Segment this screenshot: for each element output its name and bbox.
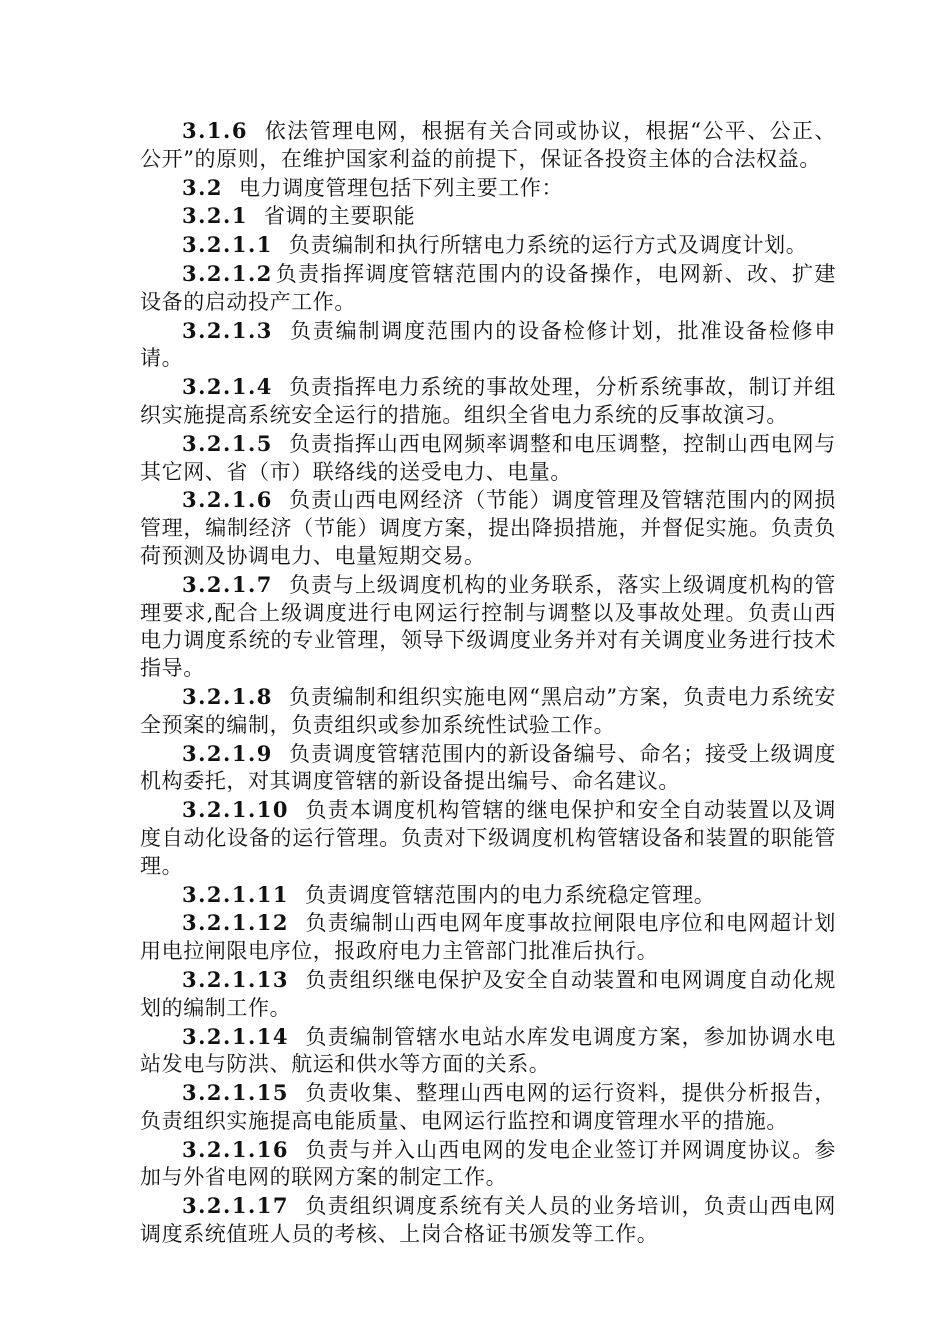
clause-number: 3.2.1.15	[182, 1080, 289, 1106]
paragraph-3-2-1-17	[140, 1192, 836, 1249]
paragraph-3-2-1-7	[140, 571, 836, 683]
clause-number: 3.2.1.2	[182, 260, 273, 286]
paragraph-3-2-1-11	[140, 881, 836, 910]
paragraph-3-2-1-4	[140, 373, 836, 430]
clause-text: 负责组织调度系统有关人员的业务培训，负责山西电网调度系统值班人员的考核、上岗合格证书颁发等工作。	[140, 1194, 836, 1247]
clause-text: 负责编制和执行所辖电力系统的运行方式及调度计划。	[288, 233, 808, 258]
paragraph-3-2-1-10	[140, 796, 836, 880]
paragraph-3-2-1	[140, 202, 836, 231]
paragraph-3-2-1-6	[140, 486, 836, 570]
clause-text: 电力调度管理包括下列主要工作：	[239, 175, 564, 200]
clause-number: 3.2.1.14	[182, 1023, 289, 1049]
clause-number: 3.2.1.4	[182, 374, 273, 400]
paragraph-3-2-1-8	[140, 683, 836, 740]
clause-number: 3.1.6	[182, 118, 248, 143]
paragraph-3-2	[140, 174, 836, 203]
clause-text: 负责山西电网经济（节能）调度管理及管辖范围内的网损管理，编制经济（节能）调度方案，提出降损措施，并督促实施。负责负荷预测及协调电力、电量短期交易。	[140, 488, 836, 568]
clause-number: 3.2.1.9	[182, 740, 273, 766]
clause-number: 3.2.1.6	[182, 487, 273, 513]
clause-number: 3.2.1.10	[182, 797, 289, 823]
clause-number: 3.2	[182, 174, 224, 200]
clause-text: 负责调度管辖范围内的电力系统稳定管理。	[305, 882, 716, 907]
paragraph-3-2-1-15	[140, 1079, 836, 1136]
clause-text: 负责编制管辖水电站水库发电调度方案，参加协调水电站发电与防洪、航运和供水等方面的关系。	[140, 1024, 836, 1077]
clause-text: 负责收集、整理山西电网的运行资料，提供分析报告，负责组织实施提高电能质量、电网运行监控和调度管理水平的措施。	[140, 1081, 836, 1133]
document-body	[140, 117, 836, 1249]
clause-text: 负责调度管辖范围内的新设备编号、命名；接受上级调度机构委托，对其调度管辖的新设备提出编号、命名建议。	[140, 741, 836, 794]
clause-text: 负责编制调度范围内的设备检修计划，批准设备检修申请。	[140, 318, 836, 371]
paragraph-3-2-1-2	[140, 260, 836, 317]
clause-number: 3.2.1.5	[182, 430, 273, 456]
clause-number: 3.2.1.8	[182, 683, 273, 709]
paragraph-3-2-1-14	[140, 1023, 836, 1080]
clause-number: 3.2.1.7	[182, 571, 273, 597]
paragraph-3-2-1-1	[140, 231, 836, 260]
clause-text: 负责指挥山西电网频率调整和电压调整，控制山西电网与其它网、省（市）联络线的送受电力、电量。	[140, 431, 836, 484]
paragraph-3-1-6	[140, 117, 836, 174]
paragraph-3-2-1-16	[140, 1136, 836, 1193]
paragraph-3-2-1-13	[140, 966, 836, 1023]
clause-text: 省调的主要职能	[263, 204, 416, 229]
clause-number: 3.2.1.17	[182, 1193, 289, 1219]
clause-number: 3.2.1.16	[182, 1136, 289, 1162]
clause-number: 3.2.1.12	[182, 910, 289, 936]
clause-text: 负责指挥电力系统的事故处理，分析系统事故，制订并组织实施提高系统安全运行的措施。组织全省电力系统的反事故演习。	[140, 375, 836, 427]
clause-text: 负责指挥调度管辖范围内的设备操作，电网新、改、扩建设备的启动投产工作。	[140, 261, 836, 314]
paragraph-3-2-1-5	[140, 430, 836, 487]
clause-number: 3.2.1.3	[182, 317, 273, 343]
clause-text: 依法管理电网，根据有关合同或协议，根据“公平、公正、公开”的原则，在维护国家利益的前提下，保证各投资主体的合法权益。	[140, 119, 836, 171]
clause-text: 负责与上级调度机构的业务联系，落实上级调度机构的管理要求,配合上级调度进行电网运行控制与调整以及事故处理。负责山西电力调度系统的专业管理，领导下级调度业务并对有关调度业务进行技术指导。	[140, 572, 836, 681]
clause-text: 负责编制和组织实施电网“黑启动”方案，负责电力系统安全预案的编制，负责组织或参加系统性试验工作。	[140, 684, 836, 737]
clause-number: 3.2.1	[182, 203, 248, 229]
clause-number: 3.2.1.13	[182, 966, 289, 992]
clause-text: 负责与并入山西电网的发电企业签订并网调度协议。参加与外省电网的联网方案的制定工作。	[140, 1137, 836, 1190]
clause-number: 3.2.1.11	[182, 881, 289, 907]
clause-number: 3.2.1.1	[182, 232, 273, 258]
paragraph-3-2-1-3	[140, 317, 836, 374]
paragraph-3-2-1-12	[140, 909, 836, 966]
clause-text: 负责编制山西电网年度事故拉闸限电序位和电网超计划用电拉闸限电序位，报政府电力主管部门批准后执行。	[140, 911, 836, 964]
clause-text: 负责本调度机构管辖的继电保护和安全自动装置以及调度自动化设备的运行管理。负责对下级调度机构管辖设备和装置的职能管理。	[140, 798, 836, 878]
clause-text: 负责组织继电保护及安全自动装置和电网调度自动化规划的编制工作。	[140, 967, 836, 1020]
paragraph-3-2-1-9	[140, 740, 836, 797]
